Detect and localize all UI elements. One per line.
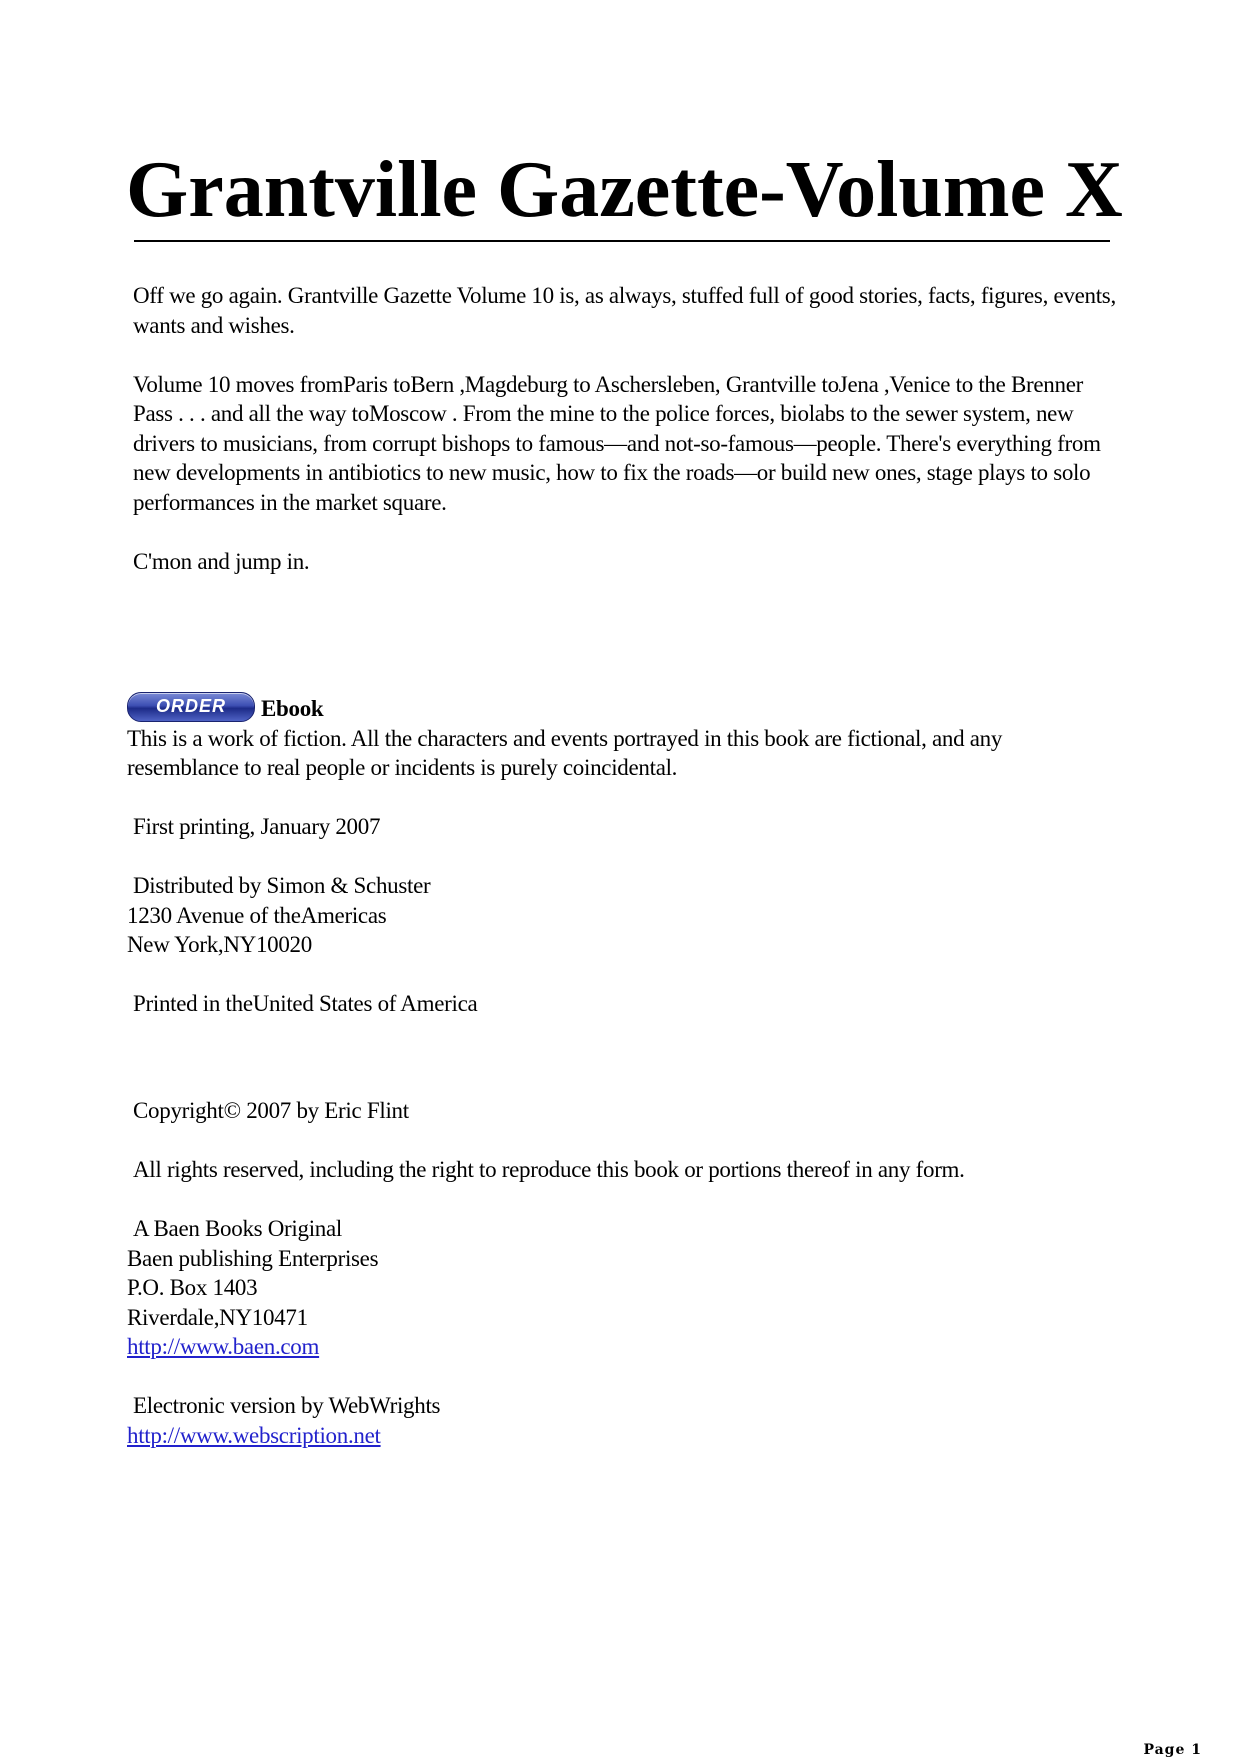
description-paragraph: Volume 10 moves fromParis toBern ,Magdeburg to Aschersleben, Grantville toJena ,Venice to the Brenner Pass . . . and all the way toMoscow . From the mine to the police forces, biolabs to the sewer system, new drivers to musicians, from corrupt bishops to famous—and not-so-famous—people. There's everything from new developments in antibiotics to new music, how to fix the roads—or build new ones, stage plays to solo performances in the market square. [133,371,1101,515]
webscription-link[interactable]: http://www.webscription.net [127,1422,381,1448]
electronic-version-credit: Electronic version by WebWrights [133,1393,441,1418]
disclaimer-paragraph: This is a work of fiction. All the characters and events portrayed in this book are fictional, and any resemblance to real people or incidents is purely coincidental. [127,725,1003,780]
order-button[interactable]: ORDER [127,692,255,722]
page-title: Grantville Gazette-Volume X [126,146,1123,234]
intro-paragraph: Off we go again. Grantville Gazette Volume 10 is, as always, stuffed full of good stories, facts, figures, events, wants and wishes. [133,283,1116,338]
publisher-city: Riverdale,NY10471 [127,1304,308,1330]
printed-in-line: Printed in theUnited States of America [133,991,478,1016]
order-row [127,694,1117,724]
copyright-line: Copyright© 2007 by Eric Flint [133,1098,409,1123]
document-body [127,281,1117,1480]
spacer [127,1048,1117,1096]
spacer [127,606,1117,694]
distributor-city: New York,NY10020 [127,932,312,957]
distributor-name: Distributed by Simon & Schuster [133,873,431,898]
publisher-name: Baen publishing Enterprises [127,1245,379,1271]
title-divider [134,240,1110,242]
publisher-imprint: A Baen Books Original [133,1216,342,1241]
distributor-block [127,871,1117,960]
page-number: Page 1 [1143,1742,1202,1758]
electronic-block [127,1391,1117,1450]
baen-website-link[interactable]: http://www.baen.com [127,1334,320,1359]
rights-line: All rights reserved, including the right to reproduce this book or portions thereof in any form. [133,1157,965,1182]
publisher-po-box: P.O. Box 1403 [127,1275,258,1300]
printing-line: First printing, January 2007 [133,814,381,839]
publisher-block [127,1214,1117,1362]
invite-paragraph: C'mon and jump in. [133,548,310,574]
distributor-street: 1230 Avenue of theAmericas [127,902,387,928]
order-format-label: Ebook [261,695,324,721]
